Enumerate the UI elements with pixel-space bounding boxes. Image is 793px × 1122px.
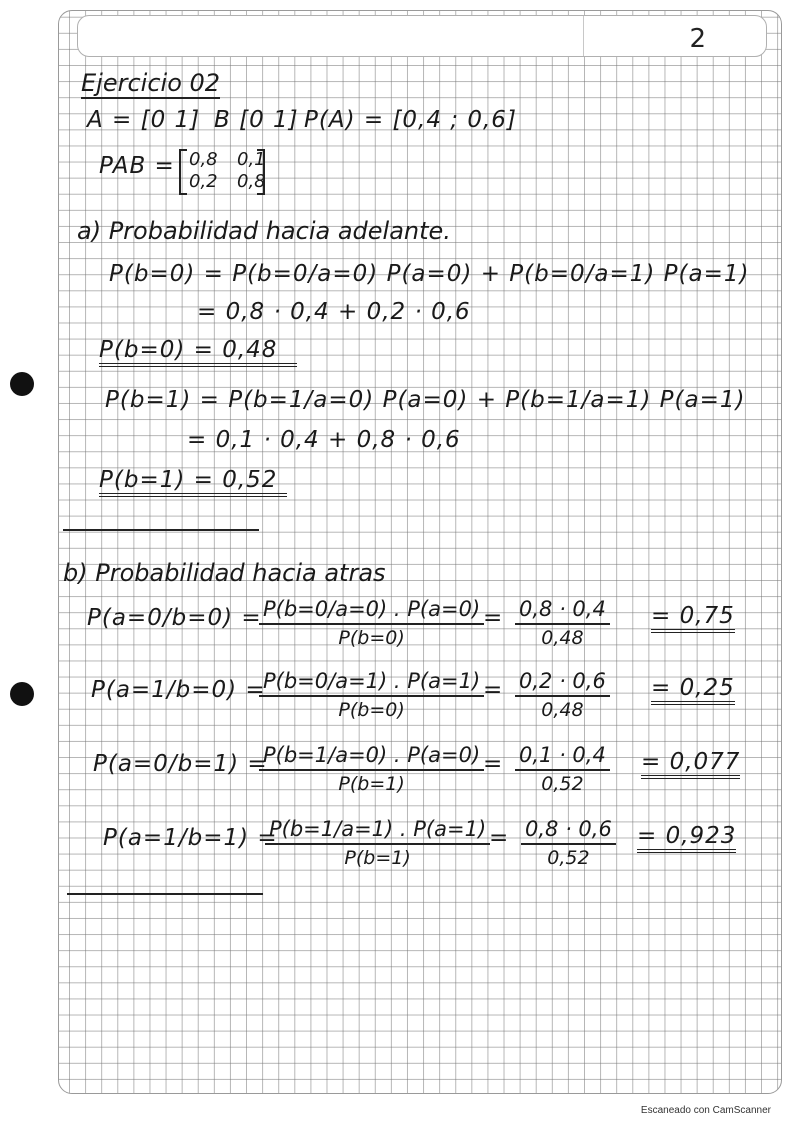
- forward-equation-b0: P(b=0) = P(b=0/a=0) P(a=0) + P(b=0/a=1) P(a=1): [109, 261, 750, 287]
- bayes-value-fraction: [515, 743, 610, 795]
- matrix-cell: 0,2: [189, 171, 218, 192]
- bayes-value-fraction: [521, 817, 616, 869]
- section-divider: [67, 893, 263, 895]
- page-number: 2: [689, 24, 706, 54]
- bayes-numerator: P(b=1/a=1) . P(a=1): [265, 817, 490, 845]
- matrix-bracket-right: [257, 149, 265, 195]
- page-header: [77, 15, 767, 57]
- bayes-denominator: P(b=1): [344, 847, 411, 869]
- bayes-fraction: [259, 743, 484, 795]
- equals-sign: =: [483, 677, 504, 703]
- bayes-result: = 0,923: [637, 823, 736, 853]
- header-divider: [583, 16, 584, 56]
- scanner-watermark: Escaneado con CamScanner: [640, 1105, 771, 1116]
- given-b: B [0 1]: [214, 107, 299, 133]
- forward-values-b1: = 0,1 · 0,4 + 0,8 · 0,6: [187, 427, 461, 453]
- section-b-heading: b) Probabilidad hacia atras: [63, 559, 386, 587]
- bayes-numerator: P(b=1/a=0) . P(a=0): [259, 743, 484, 771]
- bayes-lhs: P(a=1/b=0) =: [91, 677, 266, 703]
- bayes-numerator: P(b=0/a=1) . P(a=1): [259, 669, 484, 697]
- bayes-value-fraction: [515, 597, 610, 649]
- bayes-denominator: P(b=0): [338, 627, 405, 649]
- value-denominator: 0,48: [541, 699, 584, 721]
- notebook-page: [58, 10, 782, 1094]
- forward-equation-b1: P(b=1) = P(b=1/a=0) P(a=0) + P(b=1/a=1) P(a=1): [105, 387, 746, 413]
- bayes-lhs: P(a=0/b=1) =: [93, 751, 268, 777]
- value-numerator: 0,1 · 0,4: [515, 743, 610, 771]
- matrix-bracket-left: [179, 149, 187, 195]
- bayes-fraction: [265, 817, 490, 869]
- equals-sign: =: [483, 605, 504, 631]
- matrix-cell: 0,8: [189, 149, 218, 170]
- binder-hole-bottom: [10, 682, 34, 706]
- matrix-label: PAB =: [99, 153, 175, 179]
- bayes-result: = 0,25: [651, 675, 735, 705]
- value-denominator: 0,48: [541, 627, 584, 649]
- binder-hole-top: [10, 372, 34, 396]
- value-numerator: 0,8 · 0,4: [515, 597, 610, 625]
- matrix-cell: 0,8: [237, 171, 266, 192]
- section-a-heading: a) Probabilidad hacia adelante.: [77, 217, 451, 245]
- equals-sign: =: [489, 825, 510, 851]
- value-numerator: 0,2 · 0,6: [515, 669, 610, 697]
- value-denominator: 0,52: [547, 847, 590, 869]
- section-divider: [63, 529, 259, 531]
- exercise-title: Ejercicio 02: [81, 69, 221, 97]
- bayes-denominator: P(b=1): [338, 773, 405, 795]
- bayes-lhs: P(a=1/b=1) =: [103, 825, 278, 851]
- value-numerator: 0,8 · 0,6: [521, 817, 616, 845]
- equals-sign: =: [483, 751, 504, 777]
- value-denominator: 0,52: [541, 773, 584, 795]
- given-a: A = [0 1]: [87, 107, 201, 133]
- bayes-fraction: [259, 597, 484, 649]
- bayes-numerator: P(b=0/a=0) . P(a=0): [259, 597, 484, 625]
- bayes-value-fraction: [515, 669, 610, 721]
- result-b1: P(b=1) = 0,52: [99, 467, 287, 497]
- result-b0: P(b=0) = 0,48: [99, 337, 297, 367]
- bayes-result: = 0,75: [651, 603, 735, 633]
- bayes-denominator: P(b=0): [338, 699, 405, 721]
- bayes-result: = 0,077: [641, 749, 740, 779]
- given-pa: P(A) = [0,4 ; 0,6]: [304, 107, 517, 133]
- matrix-cell: 0,1: [237, 149, 266, 170]
- forward-values-b0: = 0,8 · 0,4 + 0,2 · 0,6: [197, 299, 471, 325]
- bayes-fraction: [259, 669, 484, 721]
- bayes-lhs: P(a=0/b=0) =: [87, 605, 262, 631]
